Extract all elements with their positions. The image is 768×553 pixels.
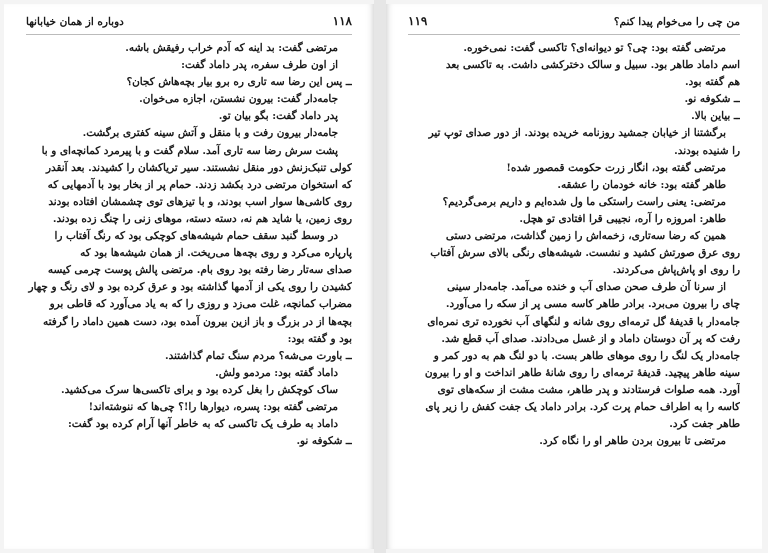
text-line: ــ بیاین بالا. <box>691 110 740 123</box>
text-line: ــ باورت می‌شه؟ مردم سنگ تمام گذاشتند. <box>164 349 352 362</box>
text-line: مرتضی تا بیرون بردن طاهر او را نگاه کرد. <box>539 435 726 448</box>
text-line: ساک کوچکش را بغل کرده بود و برای تاکسی‌ها سرک می‌کشید. <box>60 383 338 396</box>
text-line: صدای سه‌تار رضا رفته بود روی بام. مرتضی پالش پوست چرمی کیسه <box>47 264 352 277</box>
text-line: طاهر گفته بود: خانه خودمان را عشقه. <box>557 178 726 191</box>
text-line: روی عرق صورتش کشید و نشست. شیشه‌های رنگی بالای سرش آفتاب <box>430 247 740 260</box>
left-running-title: دوباره از همان خیابانها <box>26 16 124 28</box>
text-line: روی زمین، یا شاید هم نه، دسته دسته، موهای زنی را چنگ زده بودند. <box>52 212 352 225</box>
text-line: برگشتنا از خیابان جمشید روزنامه خریده بودند. از دور صدای توپ تیر <box>428 127 726 140</box>
text-line: مرتضی گفته بود، انگار زرت حکومت قمصور شده! <box>506 161 726 174</box>
text-line: که استخوان مرتضی درد بکشد زدند. حمام پر از بخار بود با آدمهایی که <box>47 178 352 191</box>
text-line: مرتضی گفت: بد اینه که آدم خراب رفیقش باشه. <box>125 42 338 54</box>
text-line: چای را بیرون می‌برد. برادر طاهر کاسه مسی پر از سکه را می‌آورد. <box>445 298 740 311</box>
text-line: آورد. همه صلوات فرستادند و پدر طاهر، مشت مشت از سکه‌های توی <box>437 383 740 396</box>
text-line: بود و گفته بود: <box>287 332 352 345</box>
text-line: سینه طاهر پیچید. قدیفهٔ ترمه‌ای را روی شانهٔ طاهر انداخت و او را بیرون <box>424 366 740 379</box>
text-line: جامه‌دار یک لنگ را روی موهای طاهر بست. با دو لنگ هم به دور کمر و <box>433 349 740 362</box>
right-page <box>386 4 762 549</box>
text-line: روی کاشی‌ها سوار اسب بودند، و با تیزهای توی چشمشان افتاده بودند <box>48 195 352 208</box>
text-line: از سرنا آن طرف صحن صدای آب و خنده می‌آمد. جامه‌دار سینی <box>446 281 726 294</box>
left-page-header <box>26 14 352 35</box>
text-line: ــ شکوفه نو. <box>296 435 352 448</box>
left-page-body <box>26 40 352 450</box>
text-line: طاهر: امروزه را آره، نجیبی قرا افتادی تو هچل. <box>519 212 726 225</box>
text-line: مرتضی: یعنی راست راستکی ما ول شده‌ایم و داریم برمی‌گردیم؟ <box>442 195 726 208</box>
text-line: مرتضی گفته بود: چی؟ تو دیوانه‌ای؟ تاکسی گفت: نمی‌خوره. <box>463 42 726 54</box>
text-line: پدر داماد گفت: بگو بیان تو. <box>218 110 338 123</box>
text-line: جامه‌دار با قدیفهٔ گل ترمه‌ای روی شانه و لنگهای آب نخورده تری نمره‌ای <box>427 315 740 328</box>
text-line: مضراب کمانچه، غلت می‌زد و روزی را که به یاد می‌آورد که قاطی برو <box>49 298 352 311</box>
text-line: از اون طرف سفره، پدر داماد گفت: <box>181 59 338 72</box>
text-line: جامه‌دار بیرون رفت و با منقل و آتش سینه کفتری برگشت. <box>82 127 338 140</box>
text-line: رفت که پر آن دوستان داماد و از غسل می‌دادند. صدای آب قطع شد. <box>441 332 740 345</box>
text-line: همین که رضا سه‌تاری، زخمه‌اش را زمین گذاشت، مرتضی دستی <box>445 230 726 243</box>
right-running-title: من چی را می‌خوام پیدا کنم؟ <box>613 16 740 28</box>
text-line: طاهر جفت کرد. <box>669 418 740 431</box>
text-line: را روی او پاش‌پاش می‌کردند. <box>612 264 740 277</box>
right-page-header <box>408 14 740 35</box>
text-line: اسم داماد طاهر بود. سبیل و سالک دخترکشی داشت. به تاکسی بعد <box>445 59 740 72</box>
text-line: در وسط گنبد سقف حمام شیشه‌های کوچکی بود که رنگ آفتاب را <box>54 230 338 243</box>
right-page-body <box>408 40 740 450</box>
text-line: کشیدن را روی یکی از آدمها گذاشته بود و عرق کرده بود و لای رنگ و چهار <box>28 281 352 294</box>
text-line: ــ شکوفه نو. <box>684 93 740 106</box>
text-line: پشت سرش رضا سه تاری آمد. سلام گفت و با پیرمرد کمانچه‌ای و با <box>41 144 338 157</box>
text-line: را شنیده بودند. <box>674 144 740 157</box>
text-line: ــ پس این رضا سه تاری ره برو بیار بچه‌هاش کجان؟ <box>126 76 352 89</box>
text-line: داماد به طرف یک تاکسی که به خاطر آنها آرام کرده بود گفت: <box>67 418 338 431</box>
right-page-number: ۱۱۹ <box>408 14 428 28</box>
text-line: مرتضی گفته بود: پسره، دیوارها را!؟ چی‌ها که ننوشته‌اند! <box>88 400 338 413</box>
left-page <box>4 4 374 549</box>
text-line: داماد گفته بود: مردمو ولش. <box>215 366 338 379</box>
text-line: کاسه را به اطراف حمام پرت کرد. برادر داماد یک جفت کفش را زیر پای <box>425 400 740 413</box>
text-line: پارپاره می‌کرد و روی بچه‌ها می‌ریخت. از همان شیشه‌ها بود که <box>80 247 352 260</box>
book-gutter <box>374 0 386 553</box>
text-line: جامه‌دار گفت: بیرون نشستن، اجازه می‌خوان. <box>139 93 338 106</box>
text-line: هم گفته بود. <box>684 76 740 89</box>
text-line: کولی تنبک‌زنش دور منقل نشستند. سیر تریاکشان را کشیدند. بعد آنقدر <box>45 161 352 174</box>
text-line: بچه‌ها از در بزرگ و باز ازین بیرون آمده بود، دست همین داماد را گرفته <box>43 315 352 328</box>
left-page-number: ۱۱۸ <box>332 14 352 28</box>
